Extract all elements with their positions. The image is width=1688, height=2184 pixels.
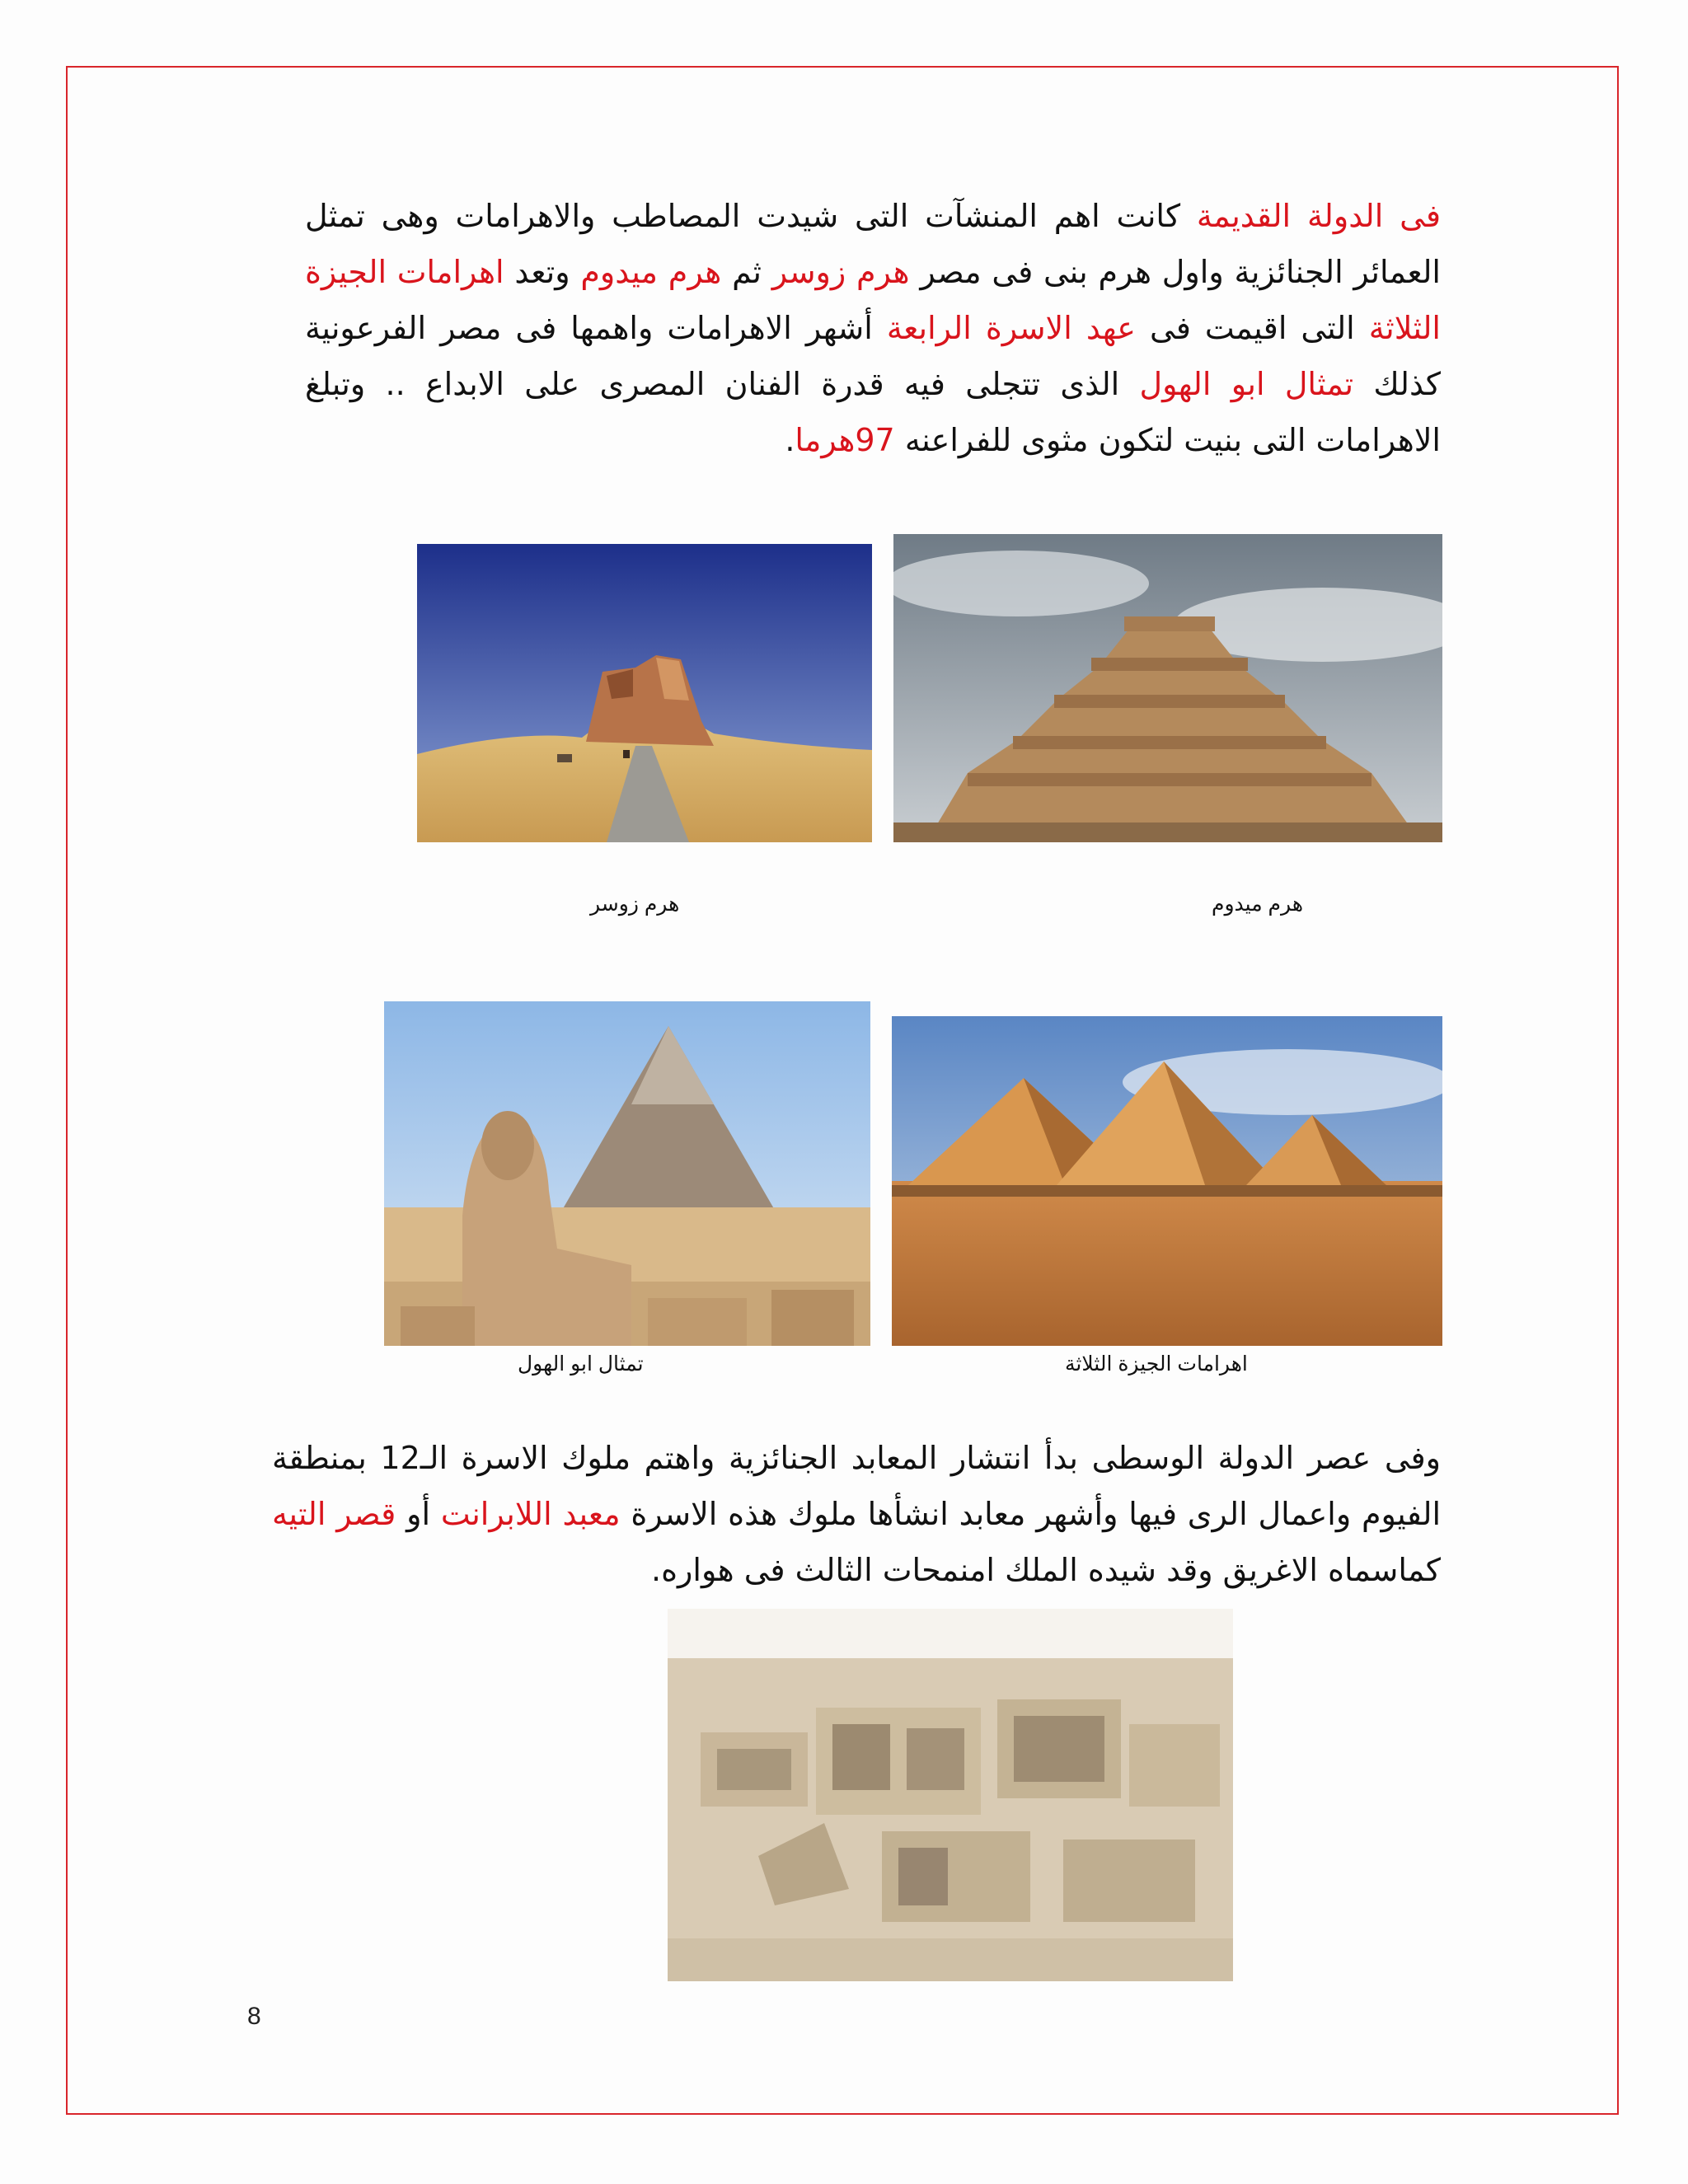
paragraph-middle-kingdom (272, 1430, 1441, 1598)
caption-zoser: هرم زوسر (590, 893, 680, 916)
paragraph-text: التى اقيمت فى (1135, 310, 1369, 346)
highlight-zoser: هرم زوسر (771, 254, 910, 290)
paragraph-text: ثم (721, 254, 772, 290)
highlight-labyrinth: معبد اللابرانت (440, 1496, 621, 1532)
highlight-pyramid-count: 97هرما (795, 422, 895, 458)
paragraph-text: الذى تتجلى فيه قدرة الفنان المصرى على الابداع .. وتبلغ الاهرامات التى بنيت لتكون مثوى للفراعنه (305, 366, 1441, 458)
paragraph-old-kingdom (305, 188, 1441, 468)
photo-zoser-pyramid (893, 534, 1442, 842)
paragraph-text: كماسماه الاغريق وقد شيده الملك امنمحات الثالث فى هواره. (651, 1552, 1441, 1588)
highlight-meidum: هرم ميدوم (580, 254, 722, 290)
photo-labyrinth-ruins (668, 1609, 1233, 1981)
paragraph-text: وتعد (504, 254, 581, 290)
paragraph-text: . (785, 422, 795, 458)
highlight-sphinx: تمثال ابو الهول (1139, 366, 1354, 402)
caption-giza: اهرامات الجيزة الثلاثة (1065, 1352, 1248, 1376)
highlight-old-kingdom: فى الدولة القديمة (1196, 198, 1441, 234)
photo-meidum-pyramid (417, 544, 872, 842)
highlight-fourth-dynasty: عهد الاسرة الرابعة (886, 310, 1136, 346)
page-number: 8 (247, 2003, 261, 2030)
photo-giza-pyramids (892, 1016, 1442, 1346)
paragraph-text: أو (396, 1496, 441, 1532)
caption-sphinx: تمثال ابو الهول (518, 1352, 644, 1376)
paragraph-text: وفى عصر الدولة الوسطى بدأ انتشار المعابد الجنائزية واهتم ملوك الاسرة الـ12 بمنطقة الفيوم واعمال الرى فيها وأشهر معابد انشأها ملوك هذه الاسرة (272, 1440, 1442, 1532)
caption-meidum: هرم ميدوم (1212, 893, 1304, 916)
paragraph-text: كانت اهم المنشآت التى شيدت المصاطب والاهرامات وهى تمثل العمائر الجنائزية واول هرم بنى فى مصر (305, 198, 1441, 290)
paragraph-text: أشهر الاهرامات واهمها فى مصر الفرعونية كذلك (305, 310, 1441, 402)
photo-sphinx (384, 1001, 870, 1346)
highlight-giza: اهرامات الجيزة الثلاثة (305, 254, 1441, 346)
highlight-palace: قصر التيه (272, 1496, 396, 1532)
